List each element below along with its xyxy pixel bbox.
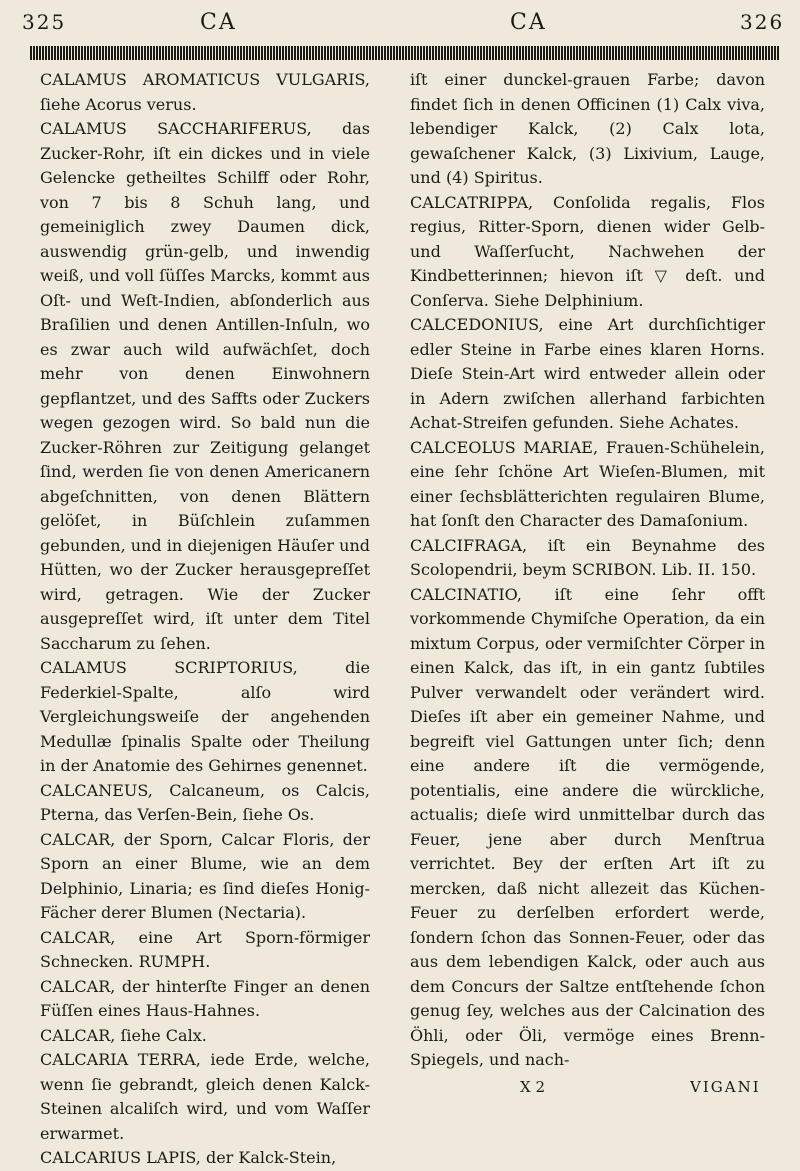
page-header [0, 0, 800, 62]
left-column [40, 68, 370, 1171]
header-rule [30, 46, 780, 60]
entry-calcinatio: CALCINATIO, iſt eine ſehr offt vorkommende Chymiſche Operation, da ein mixtum Corpus, oder vermiſchter Cörper in einen Kalck, das iſt, in ein gantz ſubtiles Pulver verwandelt oder verändert wird. Dieſes iſt aber ein gemeiner Nahme, und begreift viel Gattungen unter ſich; denn eine andere iſt die vermögende, potentialis, eine andere die würckliche, actualis; dieſe wird unmittelbar durch das Feuer, jene aber durch Menſtrua verrichtet. Bey der erſten Art iſt zu mercken, daß nicht allezeit das Küchen-Feuer zu derſelben erfordert werde, ſondern ſchon das Sonnen-Feuer, oder das aus dem lebendigen Kalck, oder auch aus dem Concurs der Saltze entſtehende ſchon genug ſey, welches aus der Calcination des Öhli, oder Öli, vermöge eines Brenn-Spiegels, und nach- [410, 584, 765, 1069]
right-column [410, 68, 765, 1073]
entry-calamus-aromaticus: CALAMUS AROMATICUS VULGARIS, ſiehe Acorus verus. [40, 70, 370, 114]
entry-calcedonius: CALCEDONIUS, eine Art durchſichtiger edler Steine in Farbe eines klaren Horns. Dieſe Stein-Art wird entweder allein oder in Adern zwiſchen allerhand farbichten Achat-Streifen gefunden. Siehe Achates. [410, 315, 765, 432]
running-head-left: CA [200, 10, 237, 35]
page-number-left: 325 [22, 10, 67, 34]
entry-calcarius-lapis: CALCARIUS LAPIS, der Kalck-Stein, [40, 1148, 337, 1167]
signature-mark: X 2 [520, 1078, 545, 1096]
entry-calamus-scriptorius: CALAMUS SCRIPTORIUS, die Federkiel-Spalte, alſo wird Vergleichungsweiſe der angehenden Medullæ ſpinalis Spalte oder Theilung in der Anatomie des Gehirnes genennet. [40, 658, 370, 775]
entry-calamus-sacchariferus: CALAMUS SACCHARIFERUS, das Zucker-Rohr, iſt ein dickes und in viele Gelencke getheiltes Schilff oder Rohr, von 7 bis 8 Schuh lang, und gemeiniglich zwey Daumen dick, auswendig grün-gelb, und inwendig weiß, und voll ſüſſes Marcks, kommt aus Oſt- und Weſt-Indien, abſonderlich aus Braſilien und denen Antillen-Inſuln, wo es zwar auch wild aufwächſet, doch mehr von denen Einwohnern gepflantzet, und des Saffts oder Zuckers wegen gezogen wird. So bald nun die Zucker-Röhren zur Zeitigung gelanget ſind, werden ſie von denen Americanern abgeſchnitten, von denen Blättern gelöſet, in Büſchlein zuſammen gebunden, und in diejenigen Häuſer und Hütten, wo der Zucker herausgepreſſet wird, getragen. Wie der Zucker ausgepreſſet wird, iſt unter dem Titel Saccharum zu ſehen. [40, 119, 370, 653]
entry-calx-continuation: iſt einer dunckel-grauen Farbe; davon findet ſich in denen Officinen (1) Calx viva, lebendiger Kalck, (2) Calx lota, gewaſchener Kalck, (3) Lixivium, Lauge, und (4) Spiritus. [410, 70, 765, 187]
entry-calceolus-mariae: CALCEOLUS MARIAE, Frauen-Schühelein, eine ſehr ſchöne Art Wieſen-Blumen, mit einer ſechsblätterichten regulairen Blume, hat ſonſt den Character des Damaſonium. [410, 437, 765, 530]
entry-calcaria-terra: CALCARIA TERRA, iede Erde, welche, wenn ſie gebrandt, gleich denen Kalck-Steinen alcaliſch wird, und vom Waſſer erwarmet. [40, 1050, 370, 1143]
entry-calcifraga: CALCIFRAGA, iſt ein Beynahme des Scolopendrii, beym SCRIBON. Lib. II. 150. [410, 535, 765, 579]
entry-calcar-calx: CALCAR, ſiehe Calx. [40, 1025, 207, 1045]
catchword: VIGANI [690, 1078, 761, 1096]
entry-calcar-finger: CALCAR, der hinterſte Finger an denen Füſſen eines Haus-Hahnes. [40, 976, 370, 1020]
entry-calcar-snail: CALCAR, eine Art Sporn-förmiger Schnecken. RUMPH. [40, 927, 370, 971]
page-number-right: 326 [740, 10, 785, 34]
entry-calcar-flower: CALCAR, der Sporn, Calcar Floris, der Sporn an einer Blume, wie an dem Delphinio, Linaria; es ſind dieſes Honig-Fächer derer Blumen (Nectaria). [40, 829, 370, 922]
running-head-right: CA [510, 10, 547, 35]
entry-calcaneus: CALCANEUS, Calcaneum, os Calcis, Pterna, das Verſen-Bein, ſiehe Os. [40, 780, 370, 824]
entry-calcatrippa: CALCATRIPPA, Conſolida regalis, Flos regius, Ritter-Sporn, dienen wider Gelb- und Waſſerſucht, Nachwehen der Kindbetterinnen; hievon iſt ▽ deſt. und Conſerva. Siehe Delphinium. [410, 192, 765, 310]
